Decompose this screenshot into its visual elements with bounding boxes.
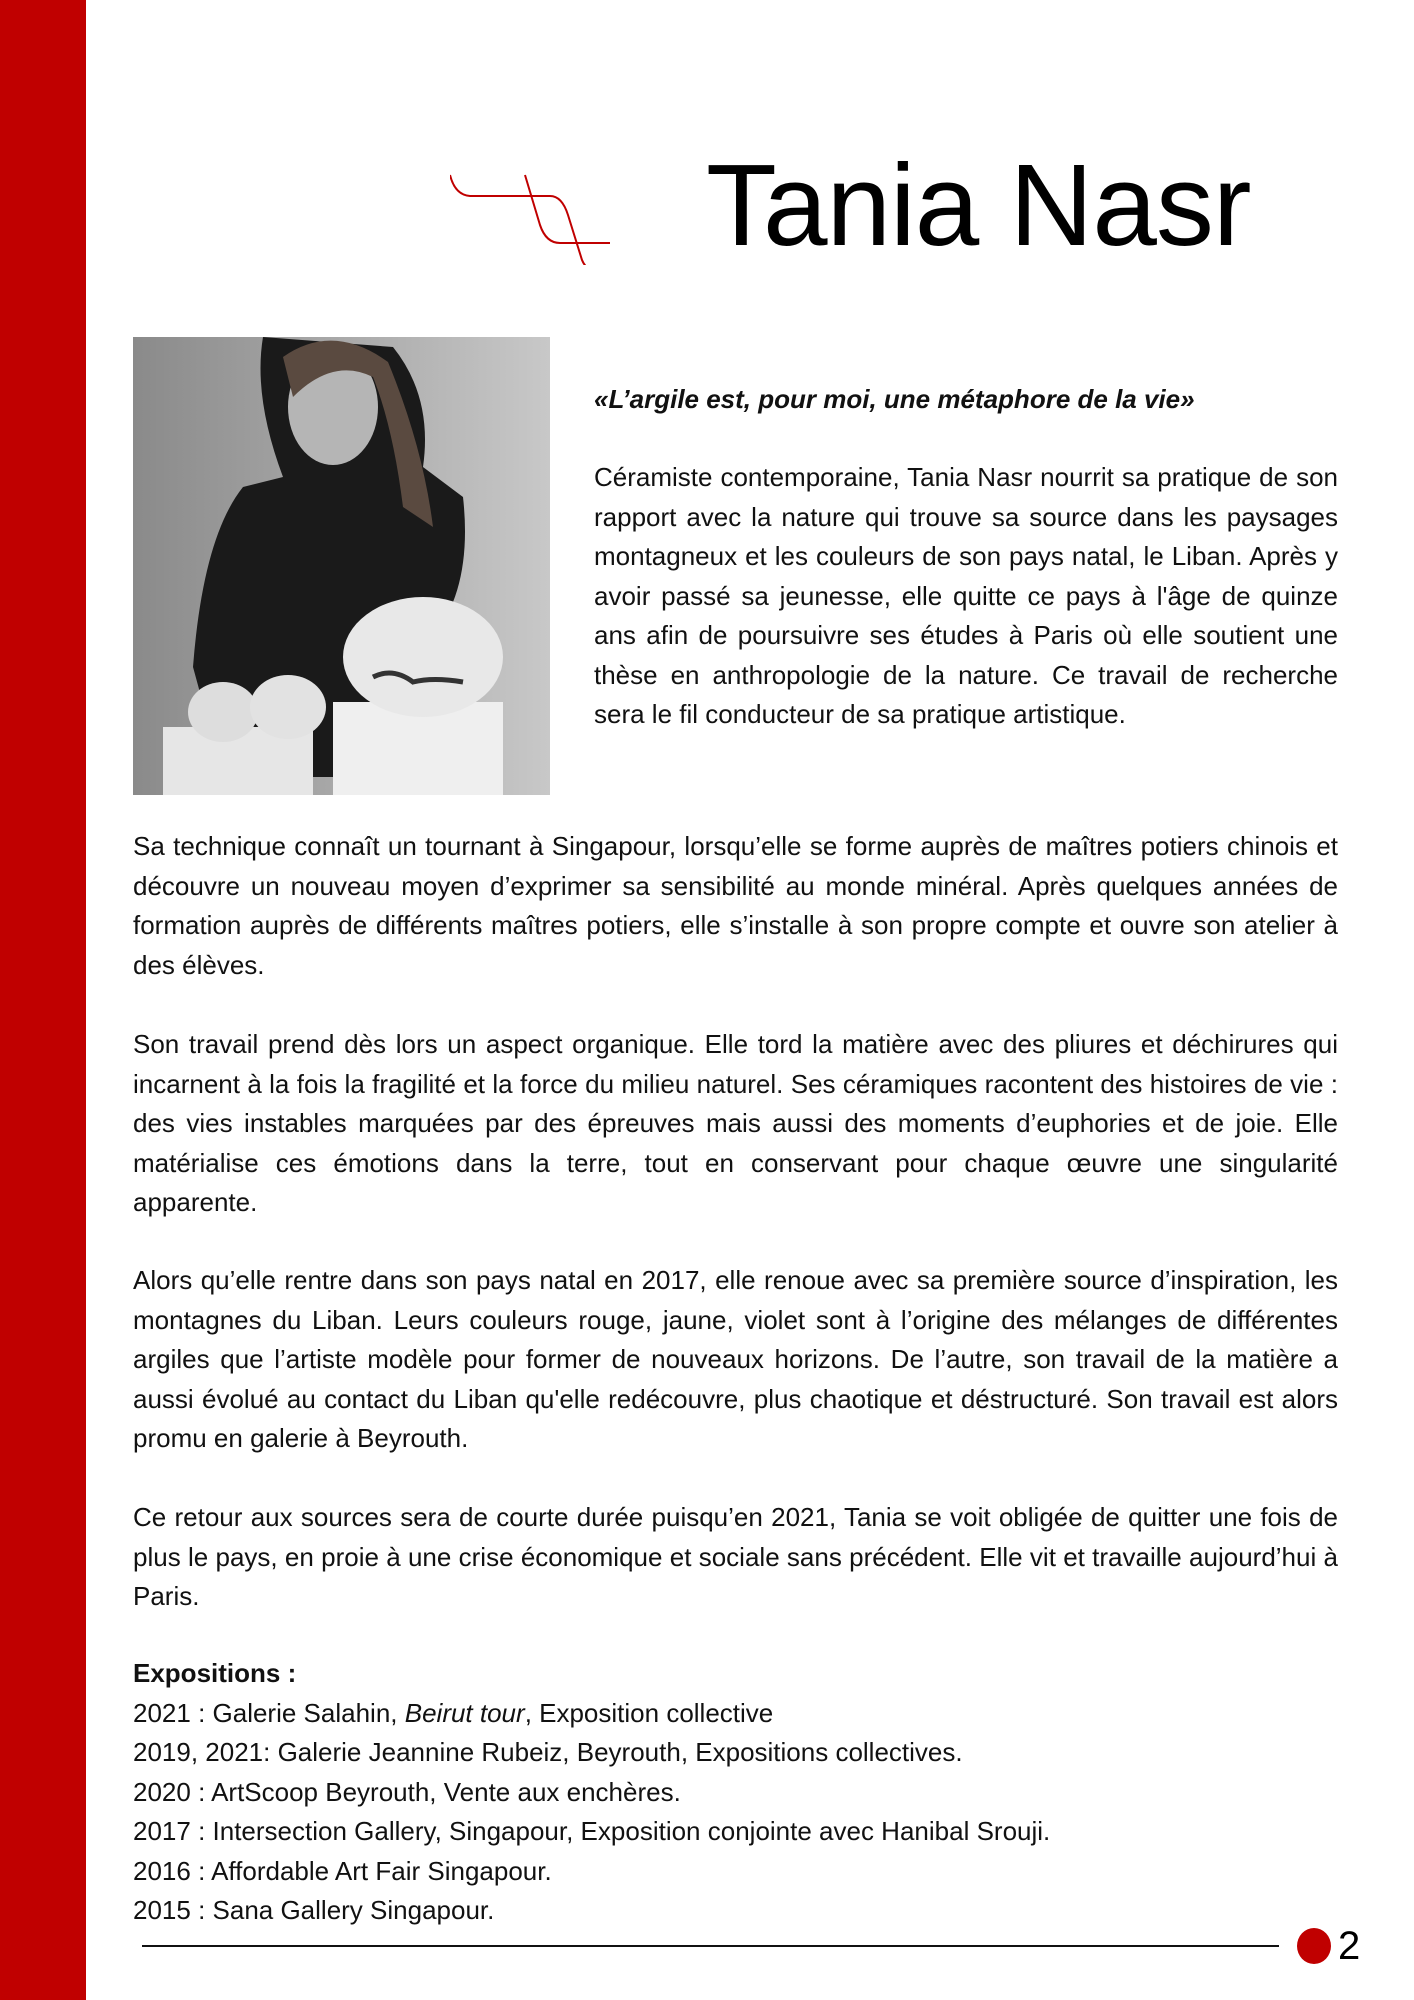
page-title: Tania Nasr	[706, 140, 1251, 270]
page-marker-dot-icon	[1297, 1928, 1331, 1964]
expositions-section	[133, 1654, 1050, 1931]
expositions-heading: Expositions :	[133, 1658, 297, 1688]
exposition-text: 2021 : Galerie Salahin,	[133, 1697, 405, 1728]
exposition-item: 2016 : Affordable Art Fair Singapour.	[133, 1855, 552, 1886]
bio-paragraph-5: Ce retour aux sources sera de courte durée puisqu’en 2021, Tania se voit obligée de quitter une fois de plus le pays, en proie à une crise économique et sociale sans précédent. Elle vit et travaille aujourd’hui à Paris.	[133, 1502, 1338, 1611]
exposition-item: 2017 : Intersection Gallery, Singapour, Exposition conjointe avec Hanibal Srouji.	[133, 1816, 1051, 1846]
exposition-item: 2015 : Sana Gallery Singapour.	[133, 1895, 495, 1925]
side-accent-bar	[0, 0, 86, 2000]
exposition-item	[133, 1694, 1050, 1734]
page-number: 2	[1338, 1924, 1361, 1968]
exposition-item: 2019, 2021: Galerie Jeannine Rubeiz, Beyrouth, Expositions collectives.	[133, 1737, 963, 1767]
bio-paragraph-1: Céramiste contemporaine, Tania Nasr nourrit sa pratique de son rapport avec la nature qui trouve sa source dans les paysages montagneux et les couleurs de son pays natal, le Liban. Après y avoir passé sa jeunesse, elle quitte ce pays à l'âge de quinze ans afin de poursuivre ses études à Paris où elle soutient une thèse en anthropologie de la nature. Ce travail de recherche sera le fil conducteur de sa pratique artistique.	[594, 462, 1338, 729]
artist-quote: «L’argile est, pour moi, une métaphore de la vie»	[594, 384, 1195, 414]
bio-paragraph-2: Sa technique connaît un tournant à Singapour, lorsqu’elle se forme auprès de maîtres potiers chinois et découvre un nouveau moyen d’exprimer sa sensibilité au monde minéral. Après quelques années de formation auprès de différents maîtres potiers, elle s’installe à son propre compte et ouvre son atelier à des élèves.	[133, 831, 1338, 980]
decorative-lines-icon	[450, 165, 620, 265]
exposition-title: Beirut tour	[404, 1697, 525, 1728]
exposition-text: , Exposition collective	[524, 1697, 774, 1728]
bio-paragraph-3: Son travail prend dès lors un aspect organique. Elle tord la matière avec des pliures et déchirures qui incarnent à la fois la fragilité et la force du milieu naturel. Ses céramiques racontent des histoires de vie : des vies instables marquées par des épreuves mais aussi des moments d’euphories et de joie. Elle matérialise ces émotions dans la terre, tout en conservant pour chaque œuvre une singularité apparente.	[133, 1029, 1338, 1217]
exposition-item: 2020 : ArtScoop Beyrouth, Vente aux enchères.	[133, 1776, 681, 1807]
footer-divider	[142, 1945, 1279, 1947]
bio-paragraph-4: Alors qu’elle rentre dans son pays natal en 2017, elle renoue avec sa première source d’inspiration, les montagnes du Liban. Leurs couleurs rouge, jaune, violet sont à l’origine des mélanges de différentes argiles que l’artiste modèle pour former de nouveaux horizons. De l’autre, son travail de la matière a aussi évolué au contact du Liban qu'elle redécouvre, plus chaotique et déstructuré. Son travail est alors promu en galerie à Beyrouth.	[133, 1265, 1338, 1453]
artist-photo	[133, 337, 550, 795]
